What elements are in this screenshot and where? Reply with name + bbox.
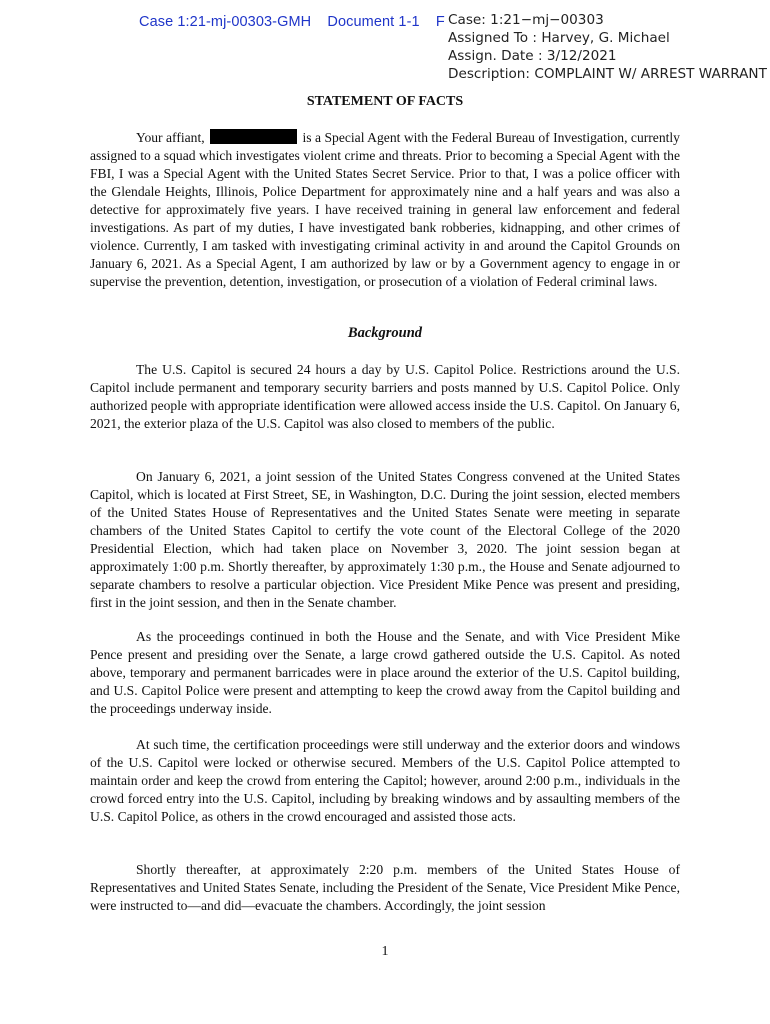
case-assignment-stamp xyxy=(447,11,767,83)
page-number: 1 xyxy=(381,944,389,959)
paragraph-text: is a Special Agent with the Federal Bureau of Investigation, currently assigned to a squad which investigates violent crime and threats. Prior to becoming a Special Agent with the FBI, I was a Special Agent with the United States Secret Service. Prior to that, I was a police officer with the Glendale Heights, Illinois, Police Department for approximately nine and a half years and was also a detective for approximately five years. I have received training in general law enforcement and federal investigations. As part of my duties, I have investigated bank robberies, kidnapping, and other crimes of violence. Currently, I am tasked with investigating criminal activity in and around the Capitol Grounds on January 6, 2021. As a Special Agent, I am authorized by law or by a Government agency to engage in or supervise the prevention, detention, investigation, or prosecution of a violation of Federal criminal laws. xyxy=(90,130,680,289)
document-title: STATEMENT OF FACTS xyxy=(306,94,464,109)
case-number: Case 1:21-mj-00303-GMH xyxy=(139,14,312,30)
stamp-case: Case: 1:21−mj−00303 xyxy=(448,12,604,28)
stamp-date: Assign. Date : 3/12/2021 xyxy=(448,48,617,64)
filed-fragment: F xyxy=(435,14,445,30)
paragraph-forced-entry: At such time, the certification proceedings were still underway and the exterior doors and windows of the U.S. Capitol were locked or otherwise secured. Members of the U.S. Capitol Police attempted to maintain order and keep the crowd from entering the Capitol; however, around 2:00 p.m., individuals in the crowd forced entry into the U.S. Capitol, including by breaking windows and by assaulting members of the U.S. Capitol Police, as others in the crowd encouraged and assisted those acts. xyxy=(90,737,680,824)
paragraph-evacuation: Shortly thereafter, at approximately 2:20 p.m. members of the United States House of Representatives and United States Senate, including the President of the Senate, Vice President Mike Pence, were instructed to—and did—evacuate the chambers. Accordingly, the joint session xyxy=(90,862,680,913)
stamp-assigned: Assigned To : Harvey, G. Michael xyxy=(448,30,670,46)
paragraph-crowd: As the proceedings continued in both the House and the Senate, and with Vice President Mike Pence present and presiding over the Senate, a large crowd gathered outside the U.S. Capitol. As noted above, temporary and permanent barricades were in place around the exterior of the U.S. Capitol building, and U.S. Capitol Police were present and attempting to keep the crowd away from the Capitol building and the proceedings underway inside. xyxy=(90,629,680,716)
document-number: Document 1-1 xyxy=(327,14,420,30)
paragraph-capitol-security: The U.S. Capitol is secured 24 hours a day by U.S. Capitol Police. Restrictions around the U.S. Capitol include permanent and temporary security barriers and posts manned by U.S. Capitol Police. Only authorized people with appropriate identification were allowed access inside the U.S. Capitol. On January 6, 2021, the exterior plaza of the U.S. Capitol was also closed to members of the public. xyxy=(90,362,680,431)
redaction-bar xyxy=(210,129,297,144)
stamp-description: Description: COMPLAINT W/ ARREST WARRANT xyxy=(448,66,767,82)
paragraph-joint-session: On January 6, 2021, a joint session of the United States Congress convened at the United States Capitol, which is located at First Street, SE, in Washington, D.C. During the joint session, elected members of the United States House of Representatives and the United States Senate were meeting in separate chambers of the United States Capitol to certify the vote count of the Electoral College of the 2020 Presidential Election, which had taken place on November 3, 2020. The joint session began at approximately 1:00 p.m. Shortly thereafter, by approximately 1:30 p.m., the House and Senate adjourned to separate chambers to resolve a particular objection. Vice President Mike Pence was present and presiding, first in the joint session, and then in the Senate chamber. xyxy=(90,469,680,610)
paragraph-text: Your affiant, xyxy=(136,130,205,145)
paragraph-affiant xyxy=(90,129,680,291)
ecf-header xyxy=(139,14,457,30)
section-heading: Background xyxy=(347,325,423,341)
